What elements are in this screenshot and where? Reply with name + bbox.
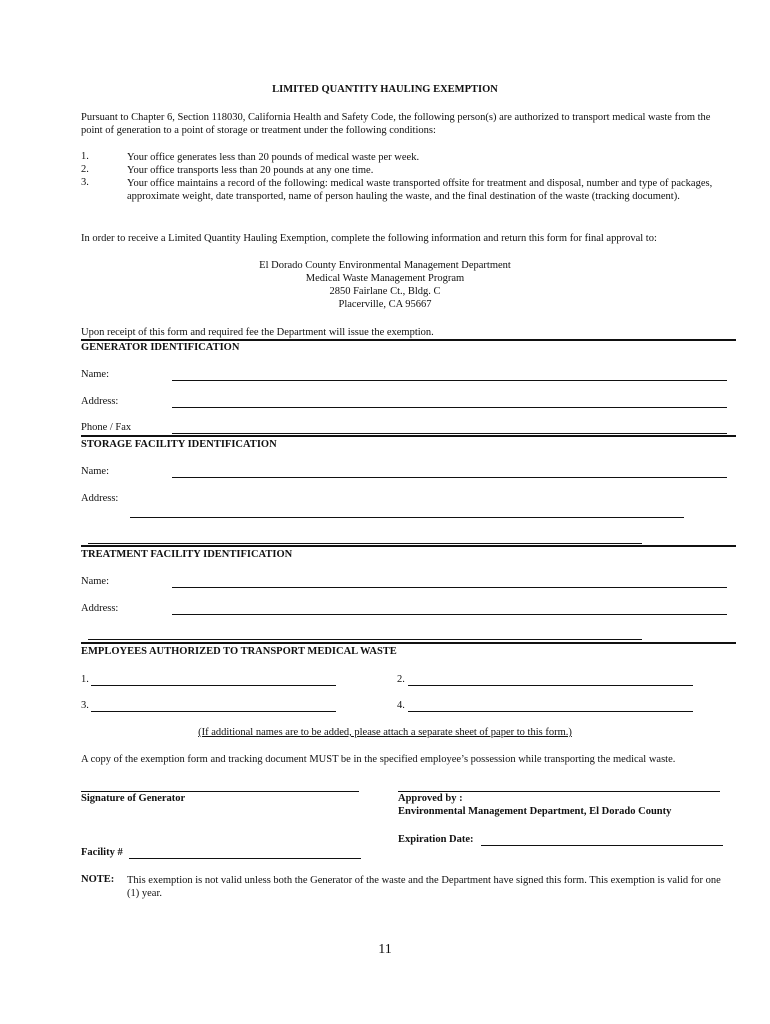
employee-number: 2. [397, 674, 405, 685]
generator-address-label: Address: [81, 396, 119, 407]
additional-names-note: (If additional names are to be added, please attach a separate sheet of paper to this form.) [198, 727, 572, 738]
employee-4-field[interactable] [408, 711, 693, 712]
treatment-name-field[interactable] [172, 587, 727, 588]
storage-address-field-2[interactable] [88, 543, 642, 544]
facility-number-field[interactable] [129, 858, 361, 859]
approved-by-label: Approved by : [398, 793, 463, 804]
generator-name-label: Name: [81, 369, 109, 380]
generator-phone-label: Phone / Fax [81, 422, 132, 433]
employee-2-field[interactable] [408, 685, 693, 686]
generator-signature-field[interactable] [81, 791, 359, 792]
note-text: This exemption is not valid unless both the Generator of the waste and the Department have signed this form. This exemption is valid for one (1) year. [127, 875, 721, 899]
instruction-paragraph: In order to receive a Limited Quantity Hauling Exemption, complete the following information and return this form for final approval to: [81, 233, 657, 244]
generator-signature-label: Signature of Generator [81, 793, 186, 804]
storage-address-field[interactable] [130, 517, 684, 518]
condition-text: Your office transports less than 20 pounds at any one time. [127, 165, 374, 176]
copy-note: A copy of the exemption form and tracking document MUST be in the specified employee’s possession while transporting the medical waste. [81, 754, 676, 765]
intro-paragraph: Pursuant to Chapter 6, Section 118030, California Health and Safety Code, the following person(s) are authorized to transport medical waste from the point of generation to a point of storage or treatment under the following conditions: [81, 112, 711, 136]
page-number: 11 [378, 942, 392, 957]
expiration-date-label: Expiration Date: [398, 834, 474, 845]
treatment-address-field[interactable] [172, 614, 727, 615]
address-line: Placerville, CA 95667 [338, 299, 432, 310]
employee-number: 4. [397, 700, 405, 711]
note-label: NOTE: [81, 874, 115, 885]
condition-number: 3. [81, 177, 89, 188]
section-divider [81, 339, 736, 341]
receipt-note: Upon receipt of this form and required fee the Department will issue the exemption. [81, 327, 434, 338]
treatment-address-field-2[interactable] [88, 639, 642, 640]
facility-number-label: Facility # [81, 847, 123, 858]
generator-heading: GENERATOR IDENTIFICATION [81, 342, 240, 353]
approval-signature-field[interactable] [398, 791, 720, 792]
employee-number: 3. [81, 700, 89, 711]
expiration-date-field[interactable] [481, 845, 723, 846]
section-divider [81, 435, 736, 437]
section-divider [81, 642, 736, 644]
employee-number: 1. [81, 674, 89, 685]
condition-number: 1. [81, 151, 89, 162]
storage-address-label: Address: [81, 493, 119, 504]
section-divider [81, 545, 736, 547]
storage-heading: STORAGE FACILITY IDENTIFICATION [81, 439, 277, 450]
employee-3-field[interactable] [91, 711, 336, 712]
treatment-name-label: Name: [81, 576, 109, 587]
approved-org-label: Environmental Management Department, El Dorado County [398, 806, 672, 817]
address-line: 2850 Fairlane Ct., Bldg. C [329, 286, 441, 297]
employee-1-field[interactable] [91, 685, 336, 686]
generator-name-field[interactable] [172, 380, 727, 381]
condition-number: 2. [81, 164, 89, 175]
treatment-heading: TREATMENT FACILITY IDENTIFICATION [81, 549, 293, 560]
generator-address-field[interactable] [172, 407, 727, 408]
condition-text: Your office generates less than 20 pounds of medical waste per week. [127, 152, 420, 163]
address-line: Medical Waste Management Program [305, 273, 465, 284]
employees-heading: EMPLOYEES AUTHORIZED TO TRANSPORT MEDICAL WASTE [81, 646, 397, 657]
storage-name-label: Name: [81, 466, 109, 477]
treatment-address-label: Address: [81, 603, 119, 614]
form-title: LIMITED QUANTITY HAULING EXEMPTION [272, 84, 498, 95]
address-line: El Dorado County Environmental Management Department [259, 260, 511, 271]
generator-phone-field[interactable] [172, 433, 727, 434]
condition-text: Your office maintains a record of the following: medical waste transported offsite for treatment and disposal, number and type of packages, approximate weight, date transported, name of person hauling the waste, and the final destination of the waste (tracking document). [127, 178, 713, 202]
storage-name-field[interactable] [172, 477, 727, 478]
